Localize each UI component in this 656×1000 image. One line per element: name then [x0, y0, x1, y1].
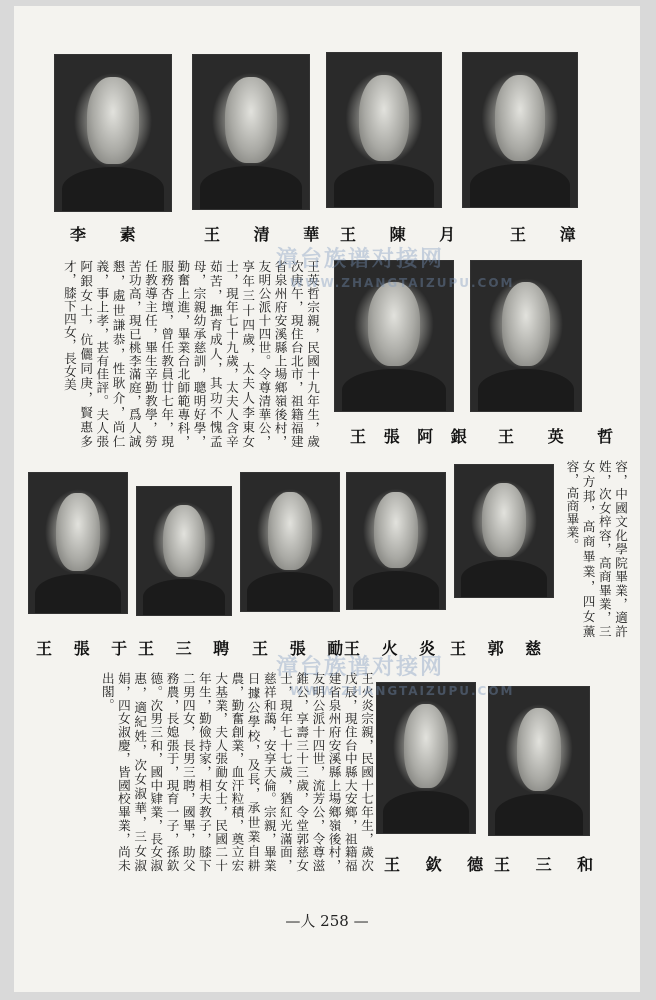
- watermark-top: 漳台族谱对接网: [276, 247, 445, 272]
- caption-wang-zhangmian: 王 張 勔: [252, 639, 352, 658]
- biography-yingzhe: 王英哲宗親，民國十九年生，歲次庚午，現住台北市，祖籍福建省泉州府安溪縣上場鄉嶺後村，友明公派十四世。令尊清華公，享年三十四歲，太夫人李東女士，現年七十九歲，太夫人含辛茹苦，撫育成人，其功不愧孟母，宗親幼承慈訓，聰明好學，勤奮上進，畢業台北師範專科，服務杏壇，曾任教員廿七年，現任教導主任，畢生辛勤教學，勞苦功高，現已桃李滿庭，爲人誠懇，處世謙恭，性耿介，尚仁義，事上孝，甚有佳評。夫人張阿銀女士，伉儷同庚，賢惠多才，膝下四女，長女美: [61, 260, 320, 448]
- biography-huoyan: 王火炎宗親，民國十七年生，歲次戊辰，現住台中縣大安鄉，祖籍福建省泉州府安溪縣上場鄉嶺後村，友明公派十四世，流芳公，令尊滋錐公，享壽三十三歲，令堂郭慈女士，現年七十七歲，猶紅光滿面，慈祥和藹，安享天倫。宗親，畢業日據公學校，及長，承世業自耕農，勤奮創業，血汗粒積，奠立宏大基業，夫人張勔女士，民國二十年生，勤儉持家，相夫教子，膝下二男四女，長男三聘，國畢，助父務農，長媳張于，現育一子，孫欽德。次男三和，國中肄業，長女淑惠，適紀姓，次女淑華，三女淑娟，四女淑慶，皆國校畢業，尚未出閣。: [99, 672, 374, 872]
- caption-wang-qinde: 王 欽 德: [384, 855, 494, 874]
- portrait-wang-zhangmian: [240, 472, 340, 612]
- portrait-wang-qinghua: [192, 54, 310, 210]
- caption-wang-guoci: 王 郭 慈: [450, 639, 550, 658]
- caption-wang-zhang: 王 漳: [510, 225, 590, 244]
- genealogy-page: [14, 6, 640, 992]
- caption-wang-qinghua: 王 清 華: [204, 225, 334, 244]
- portrait-wang-zhang-ayin: [334, 260, 454, 412]
- biography-continuation: 容，中國文化學院畢業，適許姓，次女梓容，高商畢業，三女方邦，高商畢業，四女薰容，高商畢業。: [564, 460, 628, 638]
- caption-wang-zhang-ayin: 王 張 阿 銀: [350, 427, 473, 446]
- caption-wang-sanhe: 王 三 和: [494, 855, 604, 874]
- portrait-wang-guoci: [454, 464, 554, 598]
- caption-wang-zhangyu: 王 張 于: [36, 639, 136, 658]
- portrait-wang-zhang: [462, 52, 578, 208]
- portrait-wang-qinde: [376, 682, 476, 834]
- portrait-wang-yingzhe: [470, 260, 582, 412]
- portrait-wang-zhangyu: [28, 472, 128, 614]
- watermark-top-url: WWW.ZHANGTAIZUPU.COM: [290, 276, 515, 290]
- portrait-wang-chenyue: [326, 52, 442, 208]
- portrait-wang-huoyan: [346, 472, 446, 610]
- watermark-bottom: 漳台族谱对接网: [276, 655, 445, 680]
- caption-wang-huoyan: 王 火 炎: [344, 639, 444, 658]
- watermark-bottom-url: WWW.ZHANGTAIZUPU.COM: [290, 684, 515, 698]
- portrait-li-su: [54, 54, 172, 212]
- portrait-wang-sanhe: [488, 686, 590, 836]
- portrait-wang-sanpin: [136, 486, 232, 616]
- caption-wang-sanpin: 王 三 聘: [138, 639, 238, 658]
- page-number: —人 258 —: [285, 912, 369, 930]
- caption-li-su: 李 素: [70, 225, 150, 244]
- caption-wang-yingzhe: 王 英 哲: [498, 427, 628, 446]
- caption-wang-chenyue: 王 陳 月: [340, 225, 470, 244]
